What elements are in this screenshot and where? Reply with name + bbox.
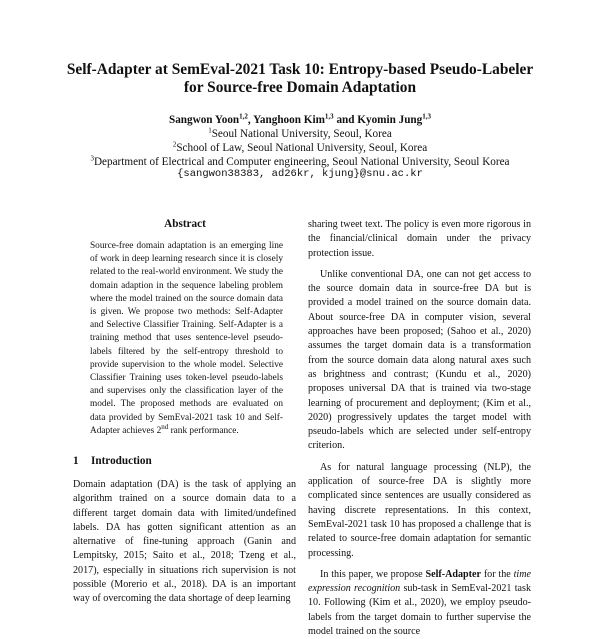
abstract-superscript: nd — [161, 422, 169, 431]
title-line-2: for Source-free Domain Adaptation — [183, 79, 417, 96]
affiliation-2 — [20, 141, 580, 155]
affiliation-1 — [20, 127, 580, 141]
affiliation-text: Seoul National University, Seoul, Korea — [211, 128, 392, 140]
abstract-body — [90, 240, 283, 438]
abstract-text: Source-free domain adaptation is an emerging line of work in deep learning research since it is closely related to the real-world environment. We study the domain adaption in the sequence labeling problem where the model trained on the source domain data is given. We propose two methods: Self-Adapter and Selective Classifier Training. Self-Adapter is a training method that uses sentence-level pseudo-labels filtered by the self-entropy threshold to provide supervision to the whole model. Selective Classifier Training uses token-level pseudo-labels and supervises only the classification layer of the model. The proposed methods are evaluated on data provided by SemEval-2021 task 10 and Self-Adapter achieves 2 — [90, 241, 283, 436]
title-line-1: Self-Adapter at SemEval-2021 Task 10: Entropy-based Pseudo-Labeler — [66, 61, 534, 78]
section-title: Introduction — [91, 455, 152, 467]
section-heading — [73, 455, 152, 467]
paragraph: Unlike conventional DA, one can not get access to the source domain data in source-free DA but is provided a model trained on the source domain data. About source-free DA in computer vision, several approaches have been proposed; (Sahoo et al., 2020) assumes the target domain data is a transformation from the source domain data along natural axes such as brightness and contrast; (Kundu et al., 2020) proposes universal DA that is trained via two-stage learning of procurement and deployment; (Kim et al., 2020) progressively updates the target model with pseudo-labels which are selected under self-entropy criterion. — [308, 268, 531, 452]
abstract-text-end: rank performance. — [168, 425, 239, 436]
author-name: Sangwon Yoon — [168, 114, 240, 126]
paragraph — [308, 568, 531, 639]
section-number: 1 — [73, 455, 79, 467]
author-emails[interactable]: {sangwon38383, ad26kr, kjung}@snu.ac.kr — [177, 168, 423, 180]
left-column-text — [73, 478, 296, 607]
affiliation-mark: 1 — [208, 126, 212, 135]
author-separator: and — [333, 114, 358, 126]
author-affiliation-mark: 1,3 — [324, 112, 334, 121]
author-name: Yanghoon Kim — [253, 114, 325, 126]
author-name: Kyomin Jung — [357, 114, 423, 126]
affiliation-mark: 3 — [90, 154, 94, 163]
subtask-name: time expression recognition — [308, 568, 532, 595]
affiliation-text: School of Law, Seoul National University, Seoul, Korea — [176, 142, 428, 154]
author-affiliation-mark: 1,3 — [422, 112, 431, 121]
paragraph-text: sub-task in SemEval-2021 task 10. Following (Kim et al., 2020), we employ pseudo-labels from the target domain to further supervise the model trained on the source — [308, 583, 531, 638]
right-column-text — [308, 218, 531, 639]
paragraph: Domain adaptation (DA) is the task of applying an algorithm trained on a source domain data to a different target domain data with limited/undefined labels. DA has gotten significant attention as an alternative of fine-tuning approach (Ganin and Lempitsky, 2015; Saito et al., 2018; Tzeng et al., 2017), especially in situations rich supervision is not possible (Morerio et al., 2018). DA is an important way of overcoming the data shortage of deep learning — [73, 479, 296, 605]
author-separator: , — [247, 114, 254, 126]
paragraph: As for natural language processing (NLP), the application of source-free DA is slightly more complicated since sentences are usually considered as having discrete representations. In this context, SemEval-2021 task 10 has proposed a challenge that is related to source-free domain adaptation for semantic processing. — [308, 461, 531, 559]
author-affiliation-mark: 1,2 — [239, 112, 248, 121]
affiliation-mark: 2 — [172, 140, 177, 149]
paragraph: sharing tweet text. The policy is even more rigorous in the financial/clinical domain under the privacy protection issue. — [308, 219, 531, 259]
method-name: Self-Adapter — [425, 568, 481, 580]
author-list — [40, 113, 560, 127]
affiliation-text: Department of Electrical and Computer engineering, Seoul National University, Seoul Korea — [93, 156, 510, 168]
paper-title — [40, 61, 560, 97]
abstract-heading: Abstract — [164, 218, 206, 230]
paragraph-text: for the — [480, 568, 514, 580]
paragraph-text: In this paper, we propose — [320, 568, 426, 580]
